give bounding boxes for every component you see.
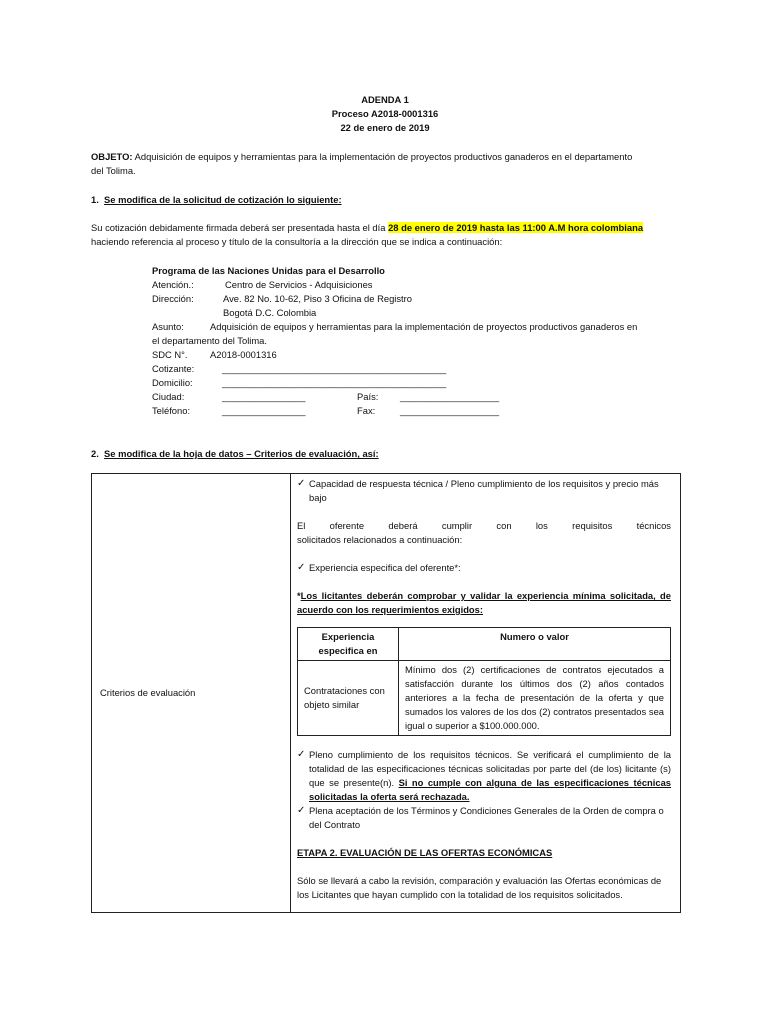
check-item-text xyxy=(309,748,671,804)
atencion-value: Centro de Servicios - Adquisiciones xyxy=(225,279,373,290)
rejection-warning: Si no cumple con alguna de las especificaciones técnicas solicitadas la oferta será rechazada. xyxy=(309,777,672,802)
cotizante-label: Cotizante: xyxy=(152,363,195,374)
check-item-capacity xyxy=(297,477,671,505)
section1-heading-text: Se modifica de la solicitud de cotización lo siguiente: xyxy=(104,194,342,205)
experience-header-2: Numero o valor xyxy=(399,628,671,661)
atencion-label: Atención.: xyxy=(152,279,194,290)
section1-heading xyxy=(91,193,342,207)
objeto-line1 xyxy=(91,150,632,164)
document-date: 22 de enero de 2019 xyxy=(340,122,430,133)
pais-line: ___________________ xyxy=(400,391,500,402)
section1-para-line2: haciendo referencia al proceso y título de la consultoría a la dirección que se indica a continuación: xyxy=(91,236,503,247)
section1-para-line1 xyxy=(91,221,643,235)
etapa-heading: ETAPA 2. EVALUACIÓN DE LAS OFERTAS ECONÓMICAS xyxy=(297,847,553,858)
check-item-terms xyxy=(297,804,671,832)
asterisk: * xyxy=(297,590,301,601)
oferente-line1: El oferente deberá cumplir con los requisitos técnicos xyxy=(297,520,671,531)
domicilio-label: Domicilio: xyxy=(152,377,193,388)
checkmark-icon: ✓ xyxy=(297,478,306,489)
checkmark-icon: ✓ xyxy=(297,749,306,760)
checkmark-icon: ✓ xyxy=(297,562,306,573)
telefono-label: Teléfono: xyxy=(152,405,191,416)
pais-label: País: xyxy=(357,391,379,402)
telefono-line: ________________ xyxy=(222,405,306,416)
criteria-label-cell xyxy=(92,474,291,913)
sdc-value: A2018-0001316 xyxy=(210,349,277,360)
technical-text: Pleno cumplimiento de los requisitos técnicos. Se verificará el cumplimiento de la totalidad de las especificaciones técnicas solicitadas por parte del (de los) licitante (s) que se presente(n). xyxy=(309,749,671,788)
direccion-city: Bogotá D.C. Colombia xyxy=(223,307,317,318)
criteria-table xyxy=(91,473,681,913)
objeto-text: Adquisición de equipos y herramientas para la implementación de proyectos productivos ganaderos en el departamento xyxy=(132,151,633,162)
check-item-technical xyxy=(297,748,671,804)
criteria-label: Criterios de evaluación xyxy=(100,687,196,698)
ciudad-line: ________________ xyxy=(222,391,306,402)
asunto-label: Asunto: xyxy=(152,321,184,332)
section1-number: 1. xyxy=(91,194,99,205)
document-title: ADENDA 1 xyxy=(361,94,409,105)
section2-heading-text: Se modifica de la hoja de datos – Criterios de evaluación, así: xyxy=(104,448,379,459)
deadline-highlight: 28 de enero de 2019 hasta las 11:00 A.M hora colombiana xyxy=(388,222,644,233)
experience-row-value: Mínimo dos (2) certificaciones de contratos ejecutados a satisfacción durante los últimos dos (2) años contados anteriores a la fecha de presentación de la oferta y que sumados los valores de los dos (2) contratos presentados sea igual o superior a $100.000.000. xyxy=(399,661,671,736)
checkmark-icon: ✓ xyxy=(297,805,306,816)
experience-row-label: Contrataciones con objeto similar xyxy=(298,661,399,736)
section1-para-text: Su cotización debidamente firmada deberá ser presentada hasta el día xyxy=(91,222,389,233)
check-item-experience xyxy=(297,561,671,575)
oferente-line2: solicitados relacionados a continuación: xyxy=(297,534,463,545)
licitantes-requirement xyxy=(297,589,671,617)
fax-line: ___________________ xyxy=(400,405,500,416)
cotizante-line: ___________________________________________ xyxy=(222,363,447,374)
experience-table xyxy=(297,627,671,736)
experience-header-1: Experiencia especifica en xyxy=(298,628,399,661)
etapa-text: Sólo se llevará a cabo la revisión, comparación y evaluación las Ofertas económicas de los Licitantes que hayan cumplido con la totalidad de los requisitos solicitados. xyxy=(297,875,662,900)
asunto-line2: el departamento del Tolima. xyxy=(152,335,267,346)
criteria-content-cell xyxy=(291,474,681,913)
direccion-value: Ave. 82 No. 10-62, Piso 3 Oficina de Registro xyxy=(223,293,412,304)
section2-heading xyxy=(91,447,379,461)
check-item-text: Capacidad de respuesta técnica / Pleno cumplimiento de los requisitos y precio más bajo xyxy=(309,478,659,503)
objeto-label: OBJETO: xyxy=(91,151,133,162)
direccion-label: Dirección: xyxy=(152,293,194,304)
check-item-text: Plena aceptación de los Términos y Condiciones Generales de la Orden de compra o del Contrato xyxy=(309,805,664,830)
check-item-text: Experiencia especifica del oferente*: xyxy=(309,562,461,573)
fax-label: Fax: xyxy=(357,405,376,416)
licitantes-text: Los licitantes deberán comprobar y validar la experiencia mínima solicitada, de acuerdo con los requerimientos exigidos: xyxy=(297,590,671,615)
section2-number: 2. xyxy=(91,448,99,459)
ciudad-label: Ciudad: xyxy=(152,391,185,402)
process-number: Proceso A2018-0001316 xyxy=(331,108,439,119)
asunto-value: Adquisición de equipos y herramientas para la implementación de proyectos productivos ganaderos en xyxy=(210,321,638,332)
organization-name: Programa de las Naciones Unidas para el Desarrollo xyxy=(152,265,385,276)
sdc-label: SDC N°. xyxy=(152,349,188,360)
domicilio-line: ___________________________________________ xyxy=(222,377,447,388)
objeto-line2: del Tolima. xyxy=(91,165,136,176)
